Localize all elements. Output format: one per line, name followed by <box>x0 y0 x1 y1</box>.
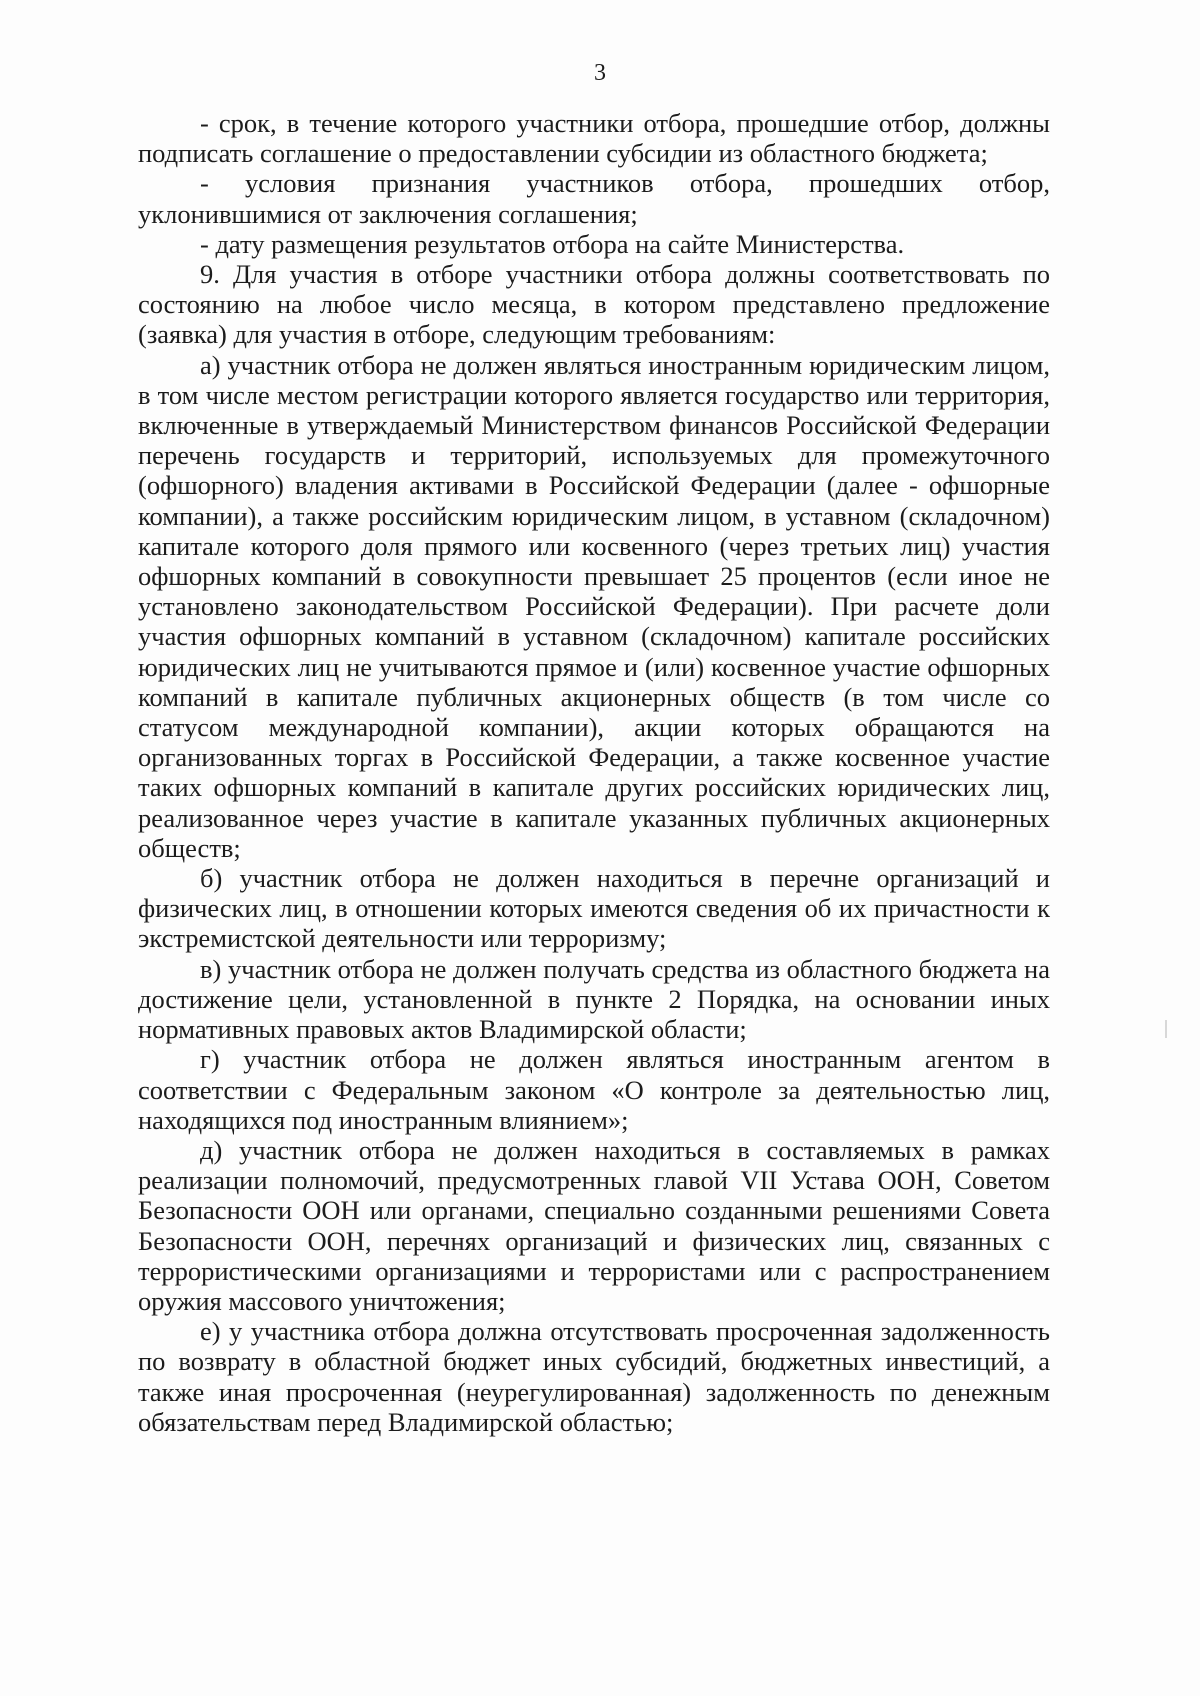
paragraph-item-b: б) участник отбора не должен находиться в перечне организаций и физических лиц, в отношении которых имеются сведения об их причастности к экстремистской деятельности или терроризму; <box>138 863 1050 954</box>
paragraph-results-date: - дату размещения результатов отбора на сайте Министерства. <box>200 228 905 259</box>
page-number: 3 <box>594 60 606 86</box>
paragraph-item-d: д) участник отбора не должен находиться в составляемых в рамках реализации полномочий, предусмотренных главой VII Устава ООН, Советом Безопасности ООН или органами, специально созданными решениями Совета Безопасности ООН, перечнях организаций и физических лиц, связанных с террористическими организациями и террористами или с распространением оружия массового уничтожения; <box>138 1134 1050 1316</box>
paragraph-signing-deadline: - срок, в течение которого участники отбора, прошедшие отбор, должны подписать соглашение о предоставлении субсидии из областного бюджета; <box>138 108 1050 169</box>
scan-margin-mark <box>1165 1020 1167 1038</box>
paragraph-item-e: е) у участника отбора должна отсутствовать просроченная задолженность по возврату в областной бюджет иных субсидий, бюджетных инвестиций, а также иная просроченная (неурегулированная) задолженность по денежным обязательствам перед Владимирской областью; <box>138 1316 1050 1437</box>
paragraph-clause-9: 9. Для участия в отборе участники отбора должны соответствовать по состоянию на любое число месяца, в котором представлено предложение (заявка) для участия в отборе, следующим требованиям: <box>138 259 1050 350</box>
document-body <box>138 108 1050 1437</box>
paragraph-item-g: г) участник отбора не должен являться иностранным агентом в соответствии с Федеральным законом «О контроле за деятельностью лиц, находящихся под иностранным влиянием»; <box>138 1044 1050 1135</box>
paragraph-evasion-conditions: - условия признания участников отбора, прошедших отбор, уклонившимися от заключения соглашения; <box>138 168 1050 229</box>
paragraph-item-a: а) участник отбора не должен являться иностранным юридическим лицом, в том числе местом регистрации которого является государство или территория, включенные в утверждаемый Министерством финансов Российской Федерации перечень государств и территорий, используемых для промежуточного (офшорного) владения активами в Российской Федерации (далее - офшорные компании), а также российским юридическим лицом, в уставном (складочном) капитале которого доля прямого или косвенного (через третьих лиц) участия офшорных компаний в совокупности превышает 25 процентов (если иное не установлено законодательством Российской Федерации). При расчете доли участия офшорных компаний в уставном (складочном) капитале российских юридических лиц не учитываются прямое и (или) косвенное участие офшорных компаний в капитале публичных акционерных обществ (в том числе со статусом международной компании), акции которых обращаются на организованных торгах в Российской Федерации, а также косвенное участие таких офшорных компаний в капитале других российских юридических лиц, реализованное через участие в капитале указанных публичных акционерных обществ; <box>138 349 1050 863</box>
paragraph-item-v: в) участник отбора не должен получать средства из областного бюджета на достижение цели, установленной в пункте 2 Порядка, на основании иных нормативных правовых актов Владимирской области; <box>138 953 1050 1045</box>
